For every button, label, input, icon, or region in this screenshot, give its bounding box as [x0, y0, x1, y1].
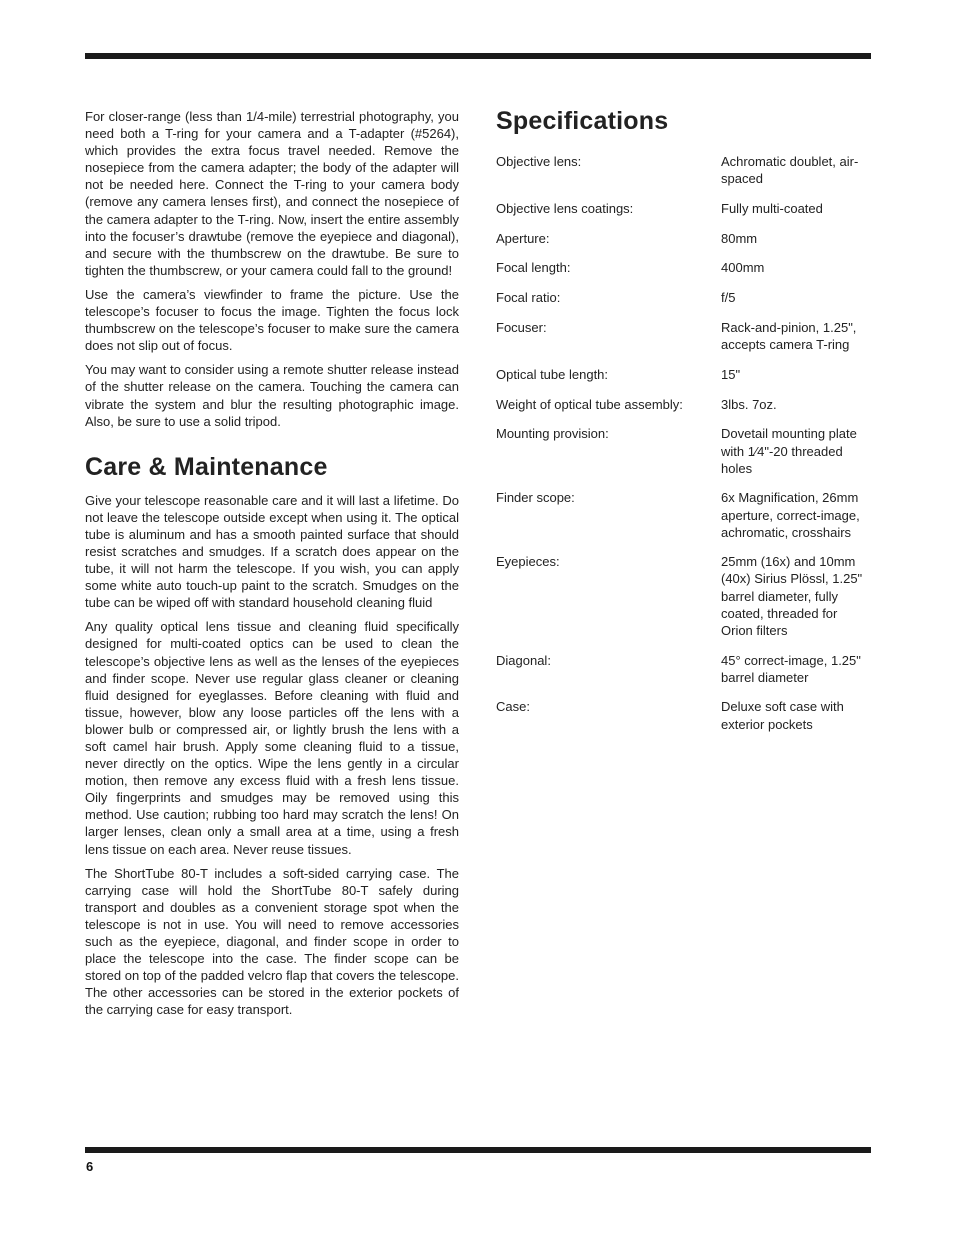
- spec-row: [496, 259, 872, 276]
- spec-row: [496, 489, 872, 540]
- spec-row: [496, 319, 872, 353]
- spec-label: Focal ratio:: [496, 290, 561, 306]
- spec-label: Focuser:: [496, 320, 547, 335]
- spec-row: [496, 396, 872, 413]
- spec-value: 45° correct-image, 1.25" barrel diameter: [721, 652, 861, 685]
- page-number: 6: [86, 1159, 94, 1174]
- top-rule: [85, 53, 871, 59]
- spec-label: Finder scope:: [496, 490, 575, 506]
- spec-label: Objective lens coatings:: [496, 200, 634, 216]
- spec-label: Objective lens:: [496, 154, 582, 169]
- spec-value: Deluxe soft case with exterior pockets: [721, 699, 844, 732]
- body-paragraph: Any quality optical lens tissue and cleaning fluid specifically designed for multi-coated optics can be used to clean the telescope’s objective lens as well as the lenses of the eyepieces and finder scope. Never use regular glass cleaner or cleaning fluid designed for eyeglasses. Before cleaning with fluid and tissue, however, blow any loose particles off the lens with a blower bulb or compressed air, or lightly brush the lens with a soft camel hair brush. Apply some cleaning fluid to a tissue, never directly on the optics. Wipe the lens gently in a circular motion, then remove any excess fluid with a fresh lens tissue. Oily fingerprints and smudges may be removed using this method. Use caution; rubbing too hard may scratch the lens! On larger lenses, clean only a small area at a time, using a fresh lens tissue on each area. Never reuse tissues.: [85, 619, 459, 857]
- bottom-rule: [85, 1147, 871, 1153]
- spec-row: [496, 153, 872, 187]
- spec-row: [496, 289, 872, 306]
- specifications-heading: Specifications: [496, 107, 669, 135]
- spec-value: 6x Magnification, 26mm aperture, correct-image, achromatic, crosshairs: [721, 490, 860, 540]
- specifications-table: [496, 153, 872, 733]
- spec-label: Optical tube length:: [496, 366, 609, 382]
- spec-row: [496, 553, 872, 638]
- spec-label: Focal length:: [496, 260, 571, 276]
- spec-row: [496, 425, 872, 476]
- spec-label: Diagonal:: [496, 652, 551, 668]
- spec-value: f/5: [721, 290, 736, 306]
- spec-value: 3lbs. 7oz.: [721, 396, 777, 412]
- spec-value: Achromatic doublet, air-spaced: [721, 154, 859, 187]
- body-paragraph: For closer-range (less than 1/4-mile) terrestrial photography, you need both a T-ring for your camera and a T-adapter (#5264), which provides the extra focus travel needed. Remove the nosepiece from the camera adapter; the body of the adapter will not be needed here. Connect the T-ring to your camera body (remove any camera lenses first), and connect the nosepiece of the camera adapter to the T-ring. Now, insert the entire assembly into the focuser’s drawtube (remove the eyepiece and diagonal), and secure with the thumbscrew on the drawtube. Be sure to tighten the thumbscrew, or your camera could fall to the ground!: [85, 109, 459, 278]
- care-maintenance-heading: Care & Maintenance: [85, 452, 328, 481]
- spec-value: Dovetail mounting plate with 1⁄4"-20 threaded holes: [721, 426, 857, 476]
- spec-label: Weight of optical tube assembly:: [496, 396, 683, 412]
- body-paragraph: Give your telescope reasonable care and it will last a lifetime. Do not leave the telescope outside except when using it. The optical tube is aluminum and has a smooth painted surface that should resist scratches and smudges. If a scratch does appear on the tube, it will not harm the telescope. If you wish, you can apply some white auto touch-up paint to the scratch. Smudges on the tube can be wiped off with standard household cleaning fluid: [85, 492, 459, 611]
- spec-label: Eyepieces:: [496, 554, 560, 570]
- spec-value: Rack-and-pinion, 1.25", accepts camera T-ring: [721, 320, 857, 353]
- body-paragraph: The ShortTube 80-T includes a soft-sided carrying case. The carrying case will hold the ShortTube 80-T safely during transport and doubles as a convenient storage spot when the telescope is not in use. You will need to remove accessories such as the eyepiece, diagonal, and finder scope in order to place the telescope into the case. The finder scope can be stored on top of the padded velcro flap that covers the telescope. The other accessories can be stored in the exterior pockets of the carrying case for easy transport.: [85, 865, 459, 1018]
- spec-value: Fully multi-coated: [721, 200, 823, 216]
- spec-value: 400mm: [721, 260, 765, 276]
- left-column: [85, 108, 459, 1026]
- spec-row: [496, 698, 872, 732]
- spec-value: 25mm (16x) and 10mm (40x) Sirius Plössl, 1.25" barrel diameter, fully coated, threaded for Orion filters: [721, 554, 863, 638]
- body-paragraph: You may want to consider using a remote shutter release instead of the shutter release on the camera. Touching the camera can vibrate the system and blur the resulting photographic image. Also, be sure to use a solid tripod.: [85, 362, 459, 429]
- body-paragraph: Use the camera’s viewfinder to frame the picture. Use the telescope’s focuser to focus the image. Tighten the focus lock thumbscrew on the telescope’s focuser to make sure the camera does not slip out of focus.: [85, 286, 459, 354]
- spec-label: Mounting provision:: [496, 426, 609, 442]
- spec-label: Aperture:: [496, 230, 550, 246]
- spec-value: 15": [721, 366, 741, 382]
- spec-row: [496, 200, 872, 217]
- spec-row: [496, 230, 872, 247]
- spec-row: [496, 652, 872, 686]
- spec-value: 80mm: [721, 230, 758, 246]
- spec-row: [496, 366, 872, 383]
- right-column: [496, 105, 872, 745]
- spec-label: Case:: [496, 699, 530, 715]
